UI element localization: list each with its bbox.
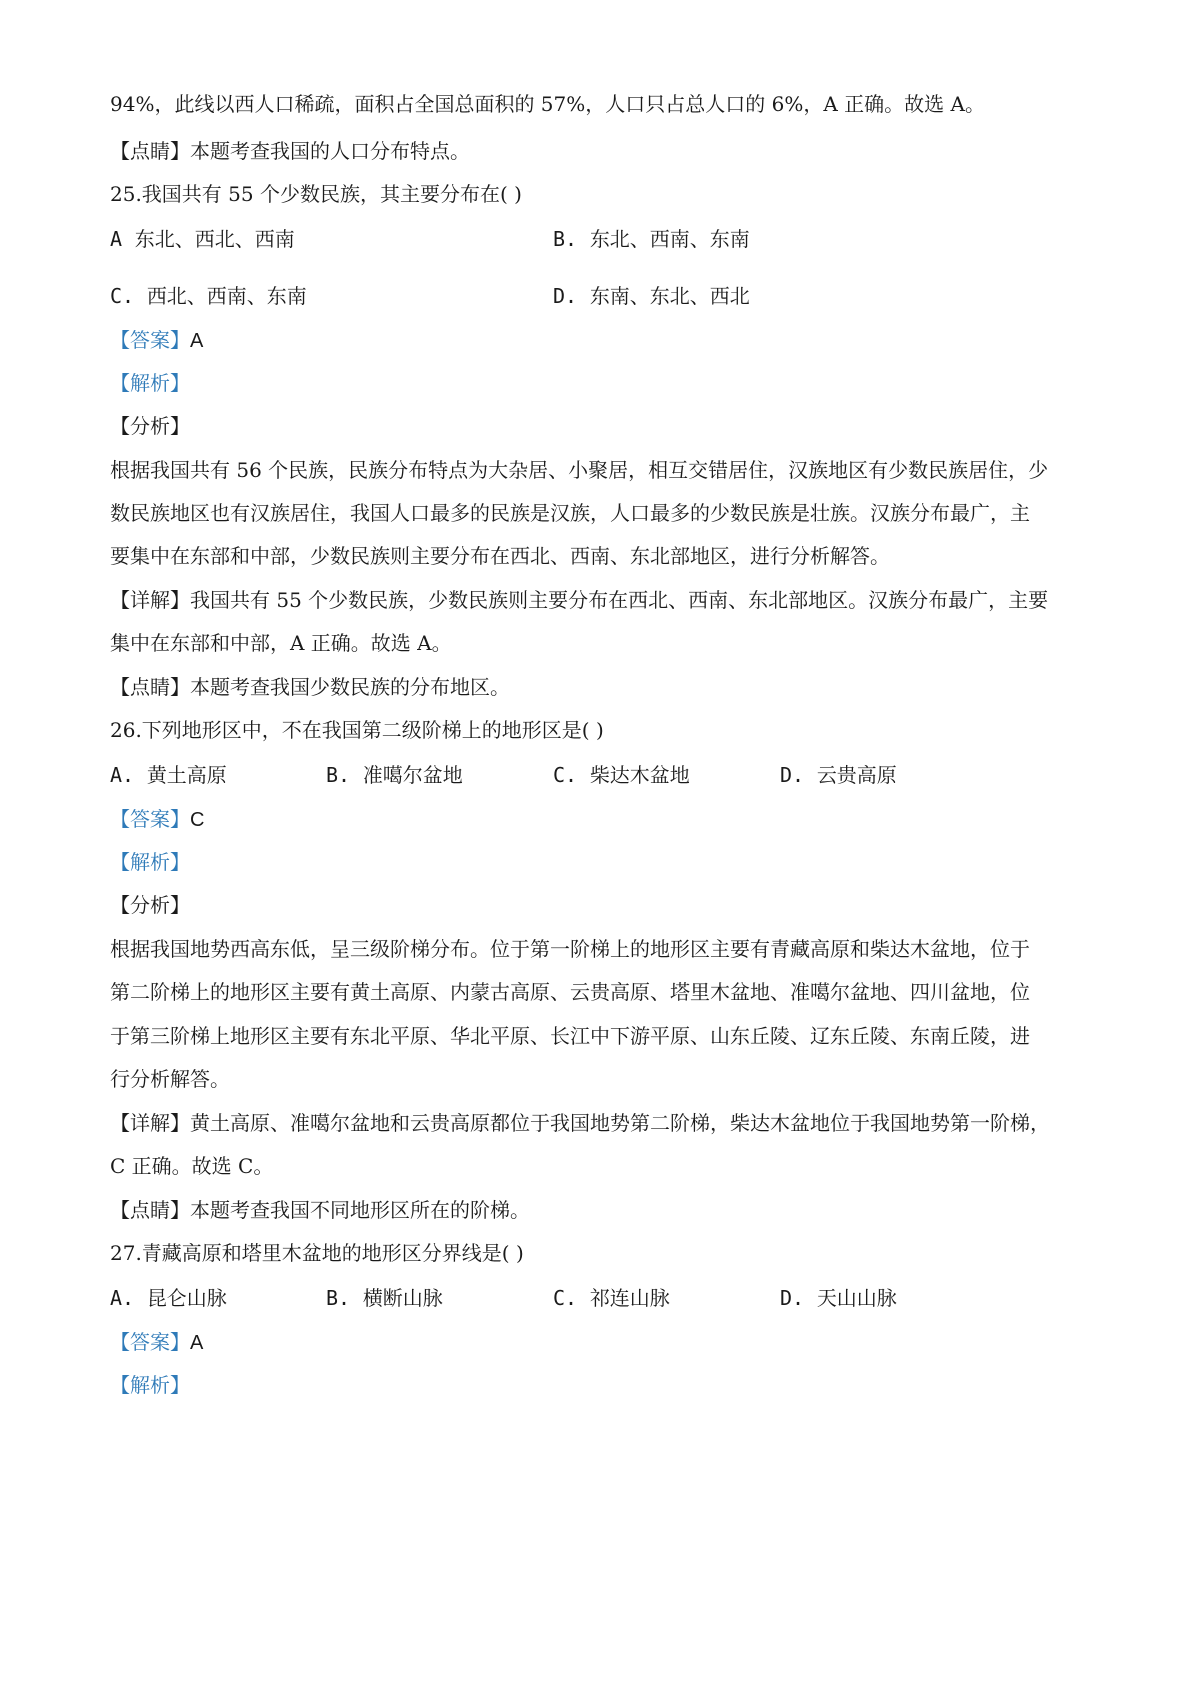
q26-xiangjie-line-2: C 正确。故选 C。 xyxy=(110,1154,274,1178)
q26-fenxi-line-3: 于第三阶梯上地形区主要有东北平原、华北平原、长江中下游平原、山东丘陵、辽东丘陵、东南丘陵，进 xyxy=(110,1024,1030,1048)
q26-option-d: D. 云贵高原 xyxy=(780,763,897,787)
q27-option-b: B. 横断山脉 xyxy=(326,1286,443,1310)
q25-analysis-tag: 【解析】 xyxy=(110,371,190,395)
dianjing-24: 【点睛】本题考查我国的人口分布特点。 xyxy=(110,139,470,163)
q25-xiangjie-line-2: 集中在东部和中部，A 正确。故选 A。 xyxy=(110,631,452,655)
q25-answer: 【答案】A xyxy=(110,328,204,352)
q26-option-c: C. 柴达木盆地 xyxy=(553,763,690,787)
continuation-line: 94%，此线以西人口稀疏，面积占全国总面积的 57%，人口只占总人口的 6%，A 正确。故选 A。 xyxy=(110,92,985,116)
q25-fenxi-line-2: 数民族地区也有汉族居住，我国人口最多的民族是汉族，人口最多的少数民族是壮族。汉族分布最广，主 xyxy=(110,501,1030,525)
q27-option-d: D. 天山山脉 xyxy=(780,1286,897,1310)
q25-option-b: B. 东北、西南、东南 xyxy=(553,227,750,251)
q26-dianjing: 【点睛】本题考查我国不同地形区所在的阶梯。 xyxy=(110,1198,530,1222)
q25-fenxi-tag: 【分析】 xyxy=(110,414,190,438)
q26-fenxi-tag: 【分析】 xyxy=(110,893,190,917)
question-26-stem: 26.下列地形区中，不在我国第二级阶梯上的地形区是( ) xyxy=(110,718,604,742)
q25-dianjing: 【点睛】本题考查我国少数民族的分布地区。 xyxy=(110,675,510,699)
question-25-stem: 25.我国共有 55 个少数民族，其主要分布在( ) xyxy=(110,182,522,206)
q25-fenxi-line-1: 根据我国共有 56 个民族，民族分布特点为大杂居、小聚居，相互交错居住，汉族地区有少数民族居住，少 xyxy=(110,458,1049,482)
q26-option-b: B. 准噶尔盆地 xyxy=(326,763,463,787)
q27-analysis-tag: 【解析】 xyxy=(110,1373,190,1397)
question-27-stem: 27.青藏高原和塔里木盆地的地形区分界线是( ) xyxy=(110,1241,524,1265)
q26-fenxi-line-2: 第二阶梯上的地形区主要有黄土高原、内蒙古高原、云贵高原、塔里木盆地、准噶尔盆地、四川盆地，位 xyxy=(110,980,1030,1004)
q25-fenxi-line-3: 要集中在东部和中部，少数民族则主要分布在西北、西南、东北部地区，进行分析解答。 xyxy=(110,544,890,568)
q27-answer: 【答案】A xyxy=(110,1330,204,1354)
q26-answer: 【答案】C xyxy=(110,807,205,831)
q27-option-a: A. 昆仑山脉 xyxy=(110,1286,227,1310)
q26-analysis-tag: 【解析】 xyxy=(110,850,190,874)
q25-xiangjie-line-1: 【详解】我国共有 55 个少数民族，少数民族则主要分布在西北、西南、东北部地区。汉族分布最广，主要 xyxy=(110,588,1049,612)
q26-fenxi-line-1: 根据我国地势西高东低，呈三级阶梯分布。位于第一阶梯上的地形区主要有青藏高原和柴达木盆地，位于 xyxy=(110,937,1030,961)
q26-xiangjie-line-1: 【详解】黄土高原、准噶尔盆地和云贵高原都位于我国地势第二阶梯，柴达木盆地位于我国地势第一阶梯， xyxy=(110,1111,1050,1135)
q26-fenxi-line-4: 行分析解答。 xyxy=(110,1067,230,1091)
q25-option-a: A 东北、西北、西南 xyxy=(110,227,295,251)
q26-option-a: A. 黄土高原 xyxy=(110,763,227,787)
q27-option-c: C. 祁连山脉 xyxy=(553,1286,670,1310)
q25-option-d: D. 东南、东北、西北 xyxy=(553,284,750,308)
q25-option-c: C. 西北、西南、东南 xyxy=(110,284,307,308)
